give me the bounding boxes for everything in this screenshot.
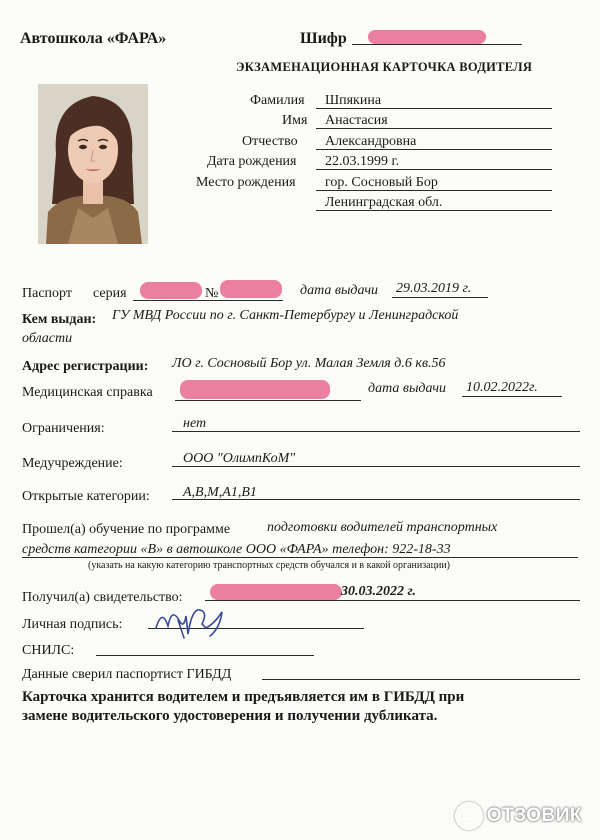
med-institution-label: Медучреждение: [22, 456, 123, 471]
restrictions-line [172, 431, 580, 432]
pob-label: Место рождения [196, 175, 296, 190]
medical-number-redaction [180, 380, 330, 399]
categories-value: A,B,M,A1,B1 [183, 485, 257, 500]
watermark-text: ОТЗОВИК [486, 805, 582, 826]
medical-label: Медицинская справка [22, 385, 153, 400]
passport-date-line [392, 297, 488, 298]
passport-label: Паспорт [22, 286, 72, 301]
address-label: Адрес регистрации: [22, 359, 149, 374]
certificate-date: 30.03.2022 г. [341, 584, 416, 599]
watermark [455, 802, 582, 830]
pob-value-2: Ленинградская обл. [325, 195, 443, 210]
issued-by-value-1: ГУ МВД России по г. Санкт-Петербургу и Ленинградской [112, 308, 459, 323]
pob-value-1: гор. Сосновый Бор [325, 175, 438, 190]
patronymic-label: Отчество [242, 134, 298, 149]
training-value-2: средств категории «B» в автошколе ООО «ФАРА» телефон: 922-18-33 [22, 542, 451, 557]
name-label: Имя [282, 113, 308, 128]
patronymic-value: Александровна [325, 134, 417, 149]
passport-series-redaction [140, 282, 202, 299]
passport-series-label: серия [93, 286, 127, 301]
footer-line-1: Карточка хранится водителем и предъявляется им в ГИБДД при [22, 689, 465, 705]
dob-label: Дата рождения [207, 154, 297, 169]
med-institution-value: ООО "ОлимпКоМ" [183, 451, 296, 466]
footer-line-2: замене водительского удостоверения и получении дубликата. [22, 708, 438, 724]
otzovik-smile-icon [455, 802, 483, 830]
address-value: ЛО г. Сосновый Бор ул. Малая Земля д.6 кв.56 [172, 356, 446, 371]
medical-number-line [175, 400, 361, 401]
passport-number-line [133, 300, 283, 301]
restrictions-label: Ограничения: [22, 421, 105, 436]
medical-date-label: дата выдачи [368, 381, 446, 396]
training-value-1: подготовки водителей транспортных [267, 520, 498, 535]
card-title: ЭКЗАМЕНАЦИОННАЯ КАРТОЧКА ВОДИТЕЛЯ [236, 60, 533, 74]
passport-number-redaction [220, 280, 282, 298]
passport-number-label: № [205, 286, 219, 301]
training-prefix: Прошел(а) обучение по программе [22, 522, 231, 537]
passport-date-value: 29.03.2019 г. [396, 281, 472, 296]
training-note: (указать на какую категорию транспортных средств обучался и в какой организации) [88, 560, 451, 571]
passport-date-label: дата выдачи [300, 283, 378, 298]
school-name: Автошкола «ФАРА» [20, 30, 167, 47]
name-value: Анастасия [325, 113, 388, 128]
cipher-line [352, 44, 522, 45]
medical-date-value: 10.02.2022г. [466, 380, 538, 395]
snils-line [96, 655, 314, 656]
issued-by-label: Кем выдан: [22, 312, 97, 327]
issued-by-value-2: области [22, 331, 73, 346]
categories-label: Открытые категории: [22, 489, 150, 504]
signature-label: Личная подпись: [22, 617, 123, 632]
cipher-label: Шифр [300, 30, 347, 47]
checked-label: Данные сверил паспортист ГИБДД [22, 667, 232, 682]
surname-value: Шпякина [325, 93, 382, 108]
dob-value: 22.03.1999 г. [325, 154, 400, 169]
snils-label: СНИЛС: [22, 643, 75, 658]
portrait-photo [38, 84, 148, 244]
checked-line [262, 679, 580, 680]
portrait-icon [38, 84, 148, 244]
cipher-redaction [368, 30, 486, 44]
restrictions-value: нет [183, 416, 207, 431]
medical-date-line [462, 396, 562, 397]
certificate-label: Получил(а) свидетельство: [22, 590, 183, 605]
surname-label: Фамилия [250, 93, 305, 108]
training-line [22, 557, 578, 558]
signature-icon [148, 598, 268, 642]
